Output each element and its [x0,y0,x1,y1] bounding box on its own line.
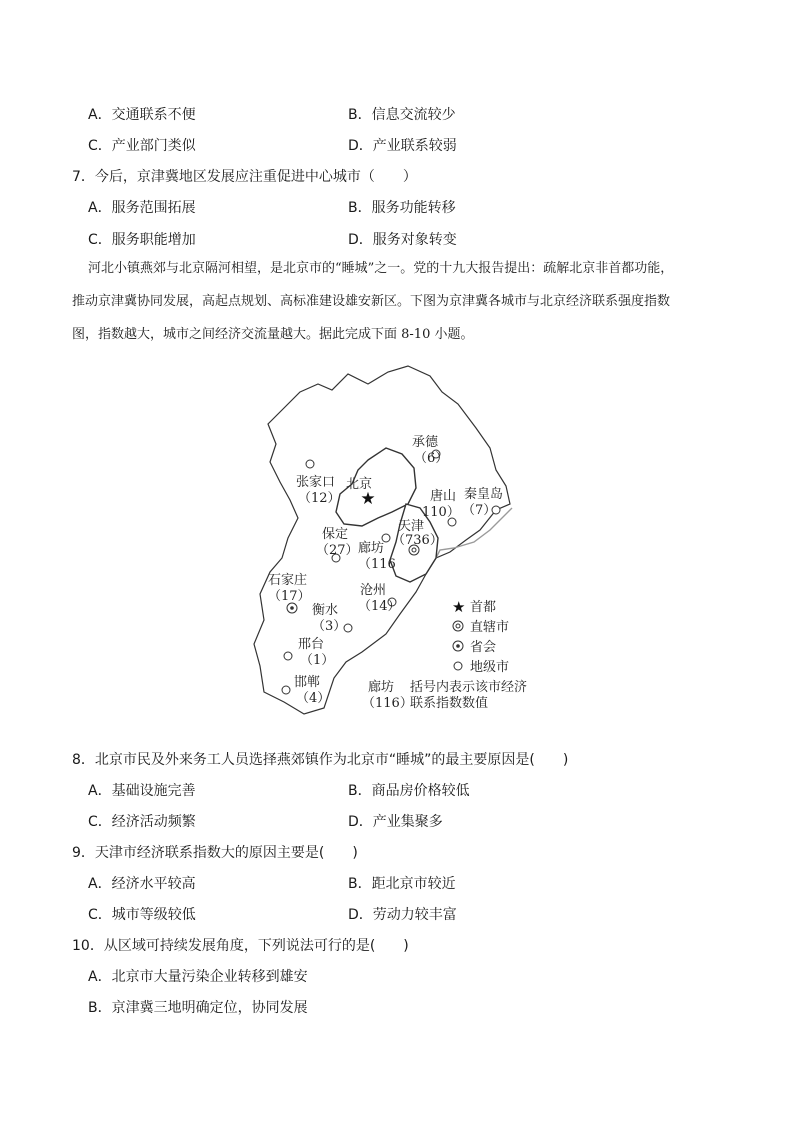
q9-option-a: A．经济水平较高 [88,876,196,892]
chengde-index: （6） [414,451,449,466]
handan-index: （4） [296,691,331,706]
passage-line: 图，指数越大，城市之间经济交流量越大。据此完成下面 8-10 小题。 [72,327,474,342]
cangzhou-label: 沧州 [360,583,387,598]
baoding-label: 保定 [322,527,349,542]
zhangjiakou-index: （12） [298,491,341,506]
qinhuangdao-index: （7） [462,503,497,518]
legend-example-index: （116） [362,696,413,711]
passage-line [72,252,732,285]
q9-option-c: C．城市等级较低 [88,907,196,923]
q8-option-c: C．经济活动频繁 [88,814,196,830]
chengde-label: 承德 [412,435,439,450]
q8-option-b: B．商品房价格较低 [348,783,470,799]
jingjinji-map [240,362,560,722]
q8-stem: 8．北京市民及外来务工人员选择燕郊镇作为北京市“睡城”的最主要原因是( ) [72,752,569,768]
legend-municipality-icon [453,621,463,631]
shijiazhuang-label: 石家庄 [268,573,308,588]
cangzhou-index: （14） [358,599,401,614]
langfang-index: （116 [358,557,396,572]
tianjin-label: 天津 [398,519,425,534]
qinhuangdao-label: 秦皇岛 [464,487,504,502]
q10-option-a: A．北京市大量污染企业转移到雄安 [88,969,308,985]
legend-example-city: 廊坊 [368,680,395,695]
hengshui-label: 衡水 [312,603,339,618]
passage [72,252,732,351]
q9-option-d: D．劳动力较丰富 [348,907,457,923]
legend-provincial: 省会 [470,640,497,655]
q7-stem: 7．今后，京津冀地区发展应注重促进中心城市（ ） [72,169,417,185]
tangshan-label: 唐山 [430,489,457,504]
q6-option-c: C．产业部门类似 [88,138,196,154]
legend-prefecture: 地级市 [470,660,510,675]
q6-option-d: D．产业联系较弱 [348,138,457,154]
baoding-index: （27） [316,543,359,558]
tianjin-index: （736） [392,533,443,548]
q6-option-a: A．交通联系不便 [88,107,196,123]
legend-star-icon: ★ [452,598,466,616]
legend-provincial-icon [453,641,463,651]
beijing-label: 北京 [346,477,373,492]
q6-option-b: B．信息交流较少 [348,107,456,123]
q7-option-a: A．服务范围拓展 [88,200,196,216]
xingtai-marker [284,652,292,660]
legend-municipality: 直辖市 [470,620,510,635]
q7-option-b: B．服务功能转移 [348,200,456,216]
zhangjiakou-marker [306,460,314,468]
handan-marker [282,686,290,694]
legend-example-desc: 括号内表示该市经济 [410,680,528,695]
legend-capital: 首都 [470,600,497,615]
q7-option-d: D．服务对象转变 [348,232,457,248]
passage-line: 推动京津冀协同发展，高起点规划、高标准建设雄安新区。下图为京津冀各城市与北京经济联系强度指数 [72,294,671,309]
q9-option-b: B．距北京市较近 [348,876,456,892]
q10-stem: 10．从区域可持续发展角度，下列说法可行的是( ) [72,938,409,954]
q9-stem: 9．天津市经济联系指数大的原因主要是( ) [72,845,358,861]
legend-prefecture-icon [454,662,462,670]
handan-label: 邯郸 [294,675,321,690]
langfang-label: 廊坊 [358,541,385,556]
zhangjiakou-label: 张家口 [296,475,336,490]
passage-line-1: 河北小镇燕郊与北京隔河相望，是北京市的“睡城”之一。党的十九大报告提出：疏解北京非首都功能， [88,261,674,276]
beijing-star-icon: ★ [360,489,376,509]
q8-option-d: D．产业集聚多 [348,814,443,830]
q10-option-b: B．京津冀三地明确定位，协同发展 [88,1000,308,1016]
tangshan-index: 110） [422,505,460,520]
q7-option-c: C．服务职能增加 [88,232,196,248]
q8-option-a: A．基础设施完善 [88,783,196,799]
shijiazhuang-index: （17） [268,589,311,604]
legend-example-desc2: 联系指数数值 [410,696,489,711]
hengshui-index: （3） [312,619,347,634]
shijiazhuang-marker [287,603,297,613]
xingtai-label: 邢台 [298,637,325,652]
xingtai-index: （1） [300,653,335,668]
